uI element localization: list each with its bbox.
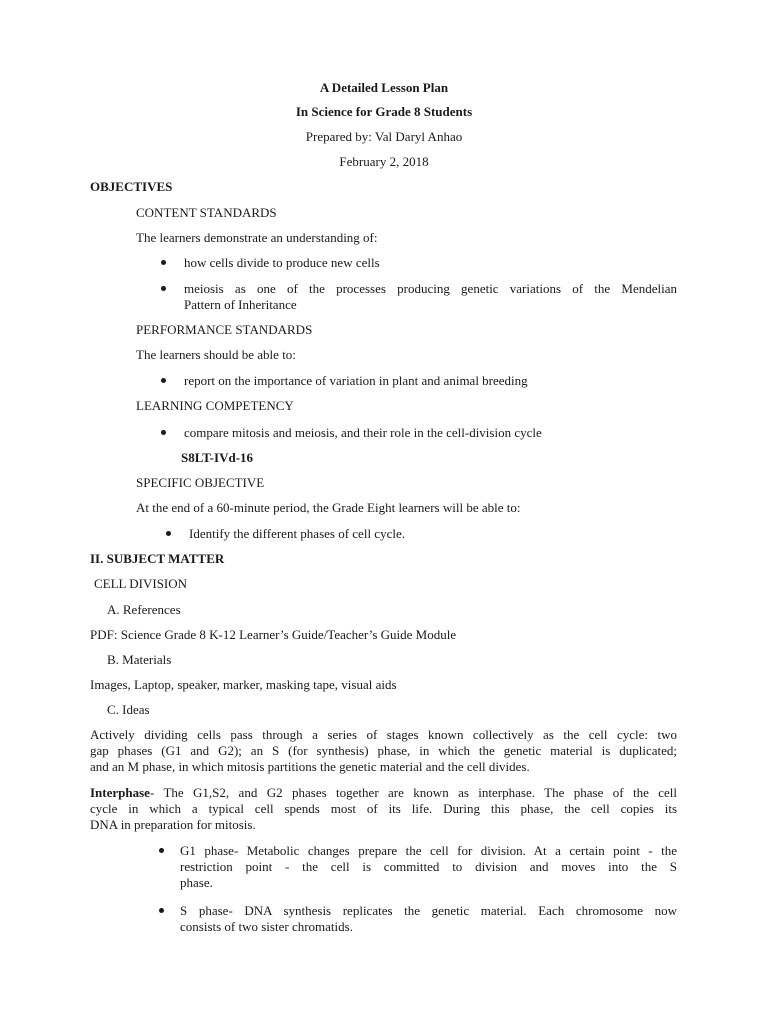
s-phase-line: consists of two sister chromatids. — [180, 919, 353, 934]
ideas-line: gap phases (G1 and G2); an S (for synthesis) phase, in which the genetic material is duplicated; — [90, 743, 677, 758]
bullet-icon — [161, 260, 166, 265]
specific-objective-label: SPECIFIC OBJECTIVE — [136, 475, 265, 490]
ideas-paragraph — [90, 727, 677, 775]
interphase-line: DNA in preparation for mitosis. — [90, 817, 256, 832]
performance-standard-item: report on the importance of variation in plant and animal breeding — [184, 373, 528, 388]
g1-phase-line: G1 phase- Metabolic changes prepare the cell for division. At a certain point - the — [180, 843, 677, 858]
document-date: February 2, 2018 — [339, 154, 429, 169]
objectives-heading: OBJECTIVES — [90, 179, 173, 194]
interphase-line: cycle in which a typical cell spends most of its life. During this phase, the cell copies its — [90, 801, 677, 816]
content-standard-item-line: meiosis as one of the processes producing genetic variations of the Mendelian — [184, 281, 677, 296]
subject-matter-heading: II. SUBJECT MATTER — [90, 551, 225, 566]
competency-code: S8LT-IVd-16 — [181, 450, 254, 465]
bullet-icon — [159, 848, 164, 853]
performance-standards-label: PERFORMANCE STANDARDS — [136, 322, 313, 337]
document-subtitle: In Science for Grade 8 Students — [295, 104, 473, 119]
specific-objective-intro: At the end of a 60-minute period, the Grade Eight learners will be able to: — [136, 500, 521, 515]
learning-competency-label: LEARNING COMPETENCY — [136, 398, 294, 413]
content-standard-item: how cells divide to produce new cells — [184, 255, 380, 270]
bullet-icon — [161, 378, 166, 383]
materials-text: Images, Laptop, speaker, marker, masking tape, visual aids — [90, 677, 397, 692]
bullet-icon — [161, 286, 166, 291]
interphase-line — [90, 785, 677, 801]
ideas-label: C. Ideas — [107, 702, 150, 717]
content-standards-intro: The learners demonstrate an understanding of: — [136, 230, 378, 245]
ideas-line: and an M phase, in which mitosis partitions the genetic material and the cell divides. — [90, 759, 530, 774]
learning-competency-item: compare mitosis and meiosis, and their role in the cell-division cycle — [184, 425, 542, 440]
bullet-icon — [161, 430, 166, 435]
specific-objective-item: Identify the different phases of cell cycle. — [189, 526, 405, 541]
references-label: A. References — [107, 602, 181, 617]
ideas-line: Actively dividing cells pass through a series of stages known collectively as the cell cycle: two — [90, 727, 677, 742]
document-title: A Detailed Lesson Plan — [319, 80, 449, 95]
content-standards-label: CONTENT STANDARDS — [136, 205, 277, 220]
bullet-icon — [159, 908, 164, 913]
interphase-definition: - The G1,S2, and G2 phases together are known as interphase. The phase of the cell — [149, 785, 677, 800]
bullet-icon — [166, 531, 171, 536]
prepared-by: Prepared by: Val Daryl Anhao — [305, 129, 463, 144]
s-phase-line: S phase- DNA synthesis replicates the genetic material. Each chromosome now — [180, 903, 677, 918]
g1-phase-item — [180, 843, 677, 891]
interphase-term: Interphase — [90, 785, 150, 800]
g1-phase-line: phase. — [180, 875, 213, 890]
materials-label: B. Materials — [107, 652, 172, 667]
subject-topic: CELL DIVISION — [94, 576, 188, 591]
performance-standards-intro: The learners should be able to: — [136, 347, 296, 362]
s-phase-item — [180, 903, 677, 935]
content-standard-item-line: Pattern of Inheritance — [184, 297, 297, 312]
g1-phase-line: restriction point - the cell is committed to division and moves into the S — [180, 859, 677, 874]
interphase-paragraph — [90, 785, 677, 833]
references-text: PDF: Science Grade 8 K-12 Learner’s Guide/Teacher’s Guide Module — [90, 627, 457, 642]
content-standard-item — [184, 281, 677, 313]
